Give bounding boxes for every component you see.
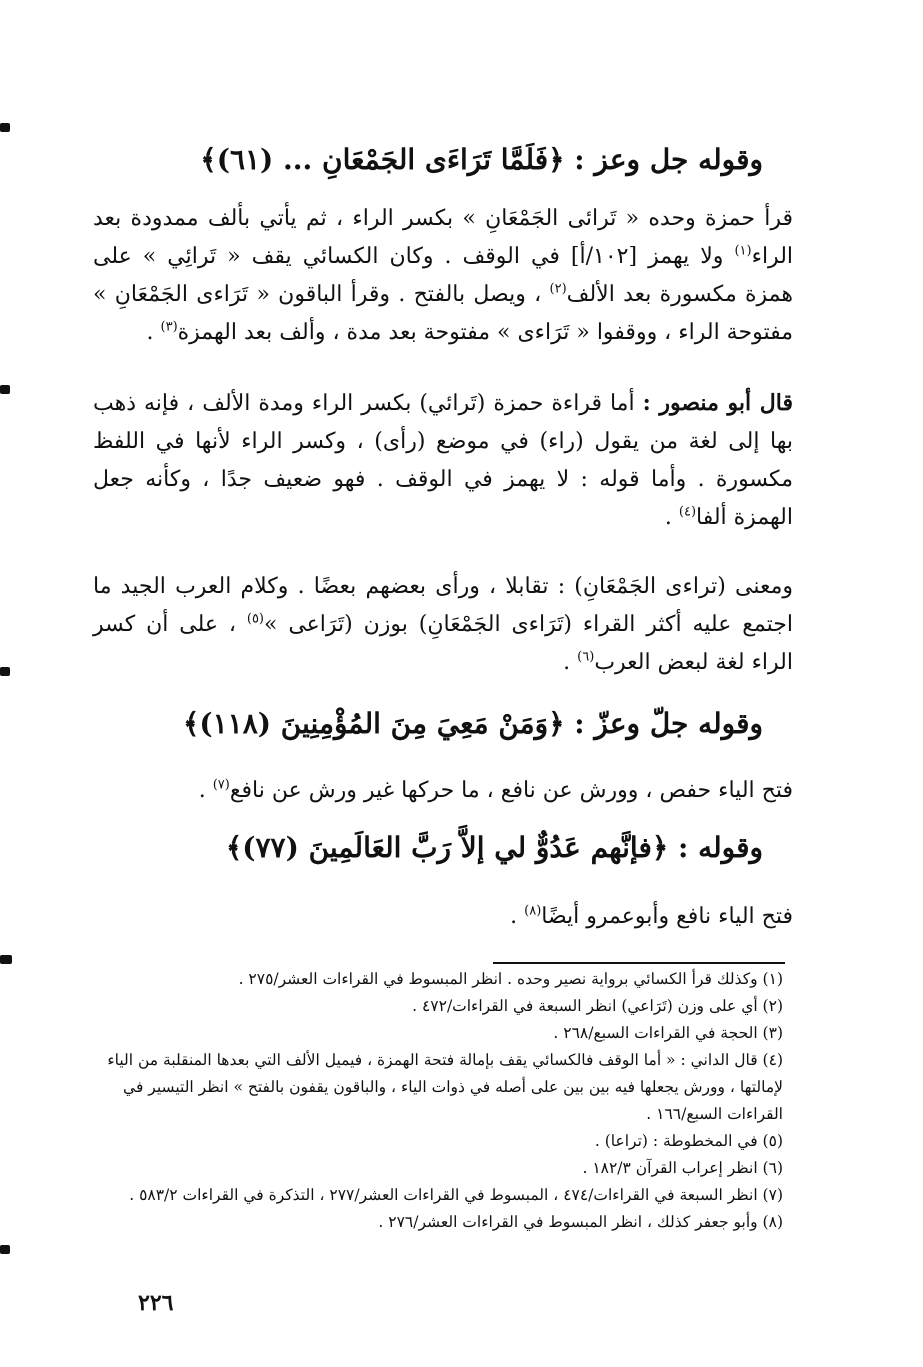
footnote-ref: (١) [734, 243, 752, 259]
footnote-ref: (٥) [246, 611, 264, 627]
footnote-ref: (٣) [160, 319, 178, 335]
footnote-5: (٥) في المخطوطة : (تراعا) . [594, 1132, 783, 1150]
margin-mark [0, 123, 10, 132]
paragraph-meaning: ومعنى (تراءى الجَمْعَانِ) : تقابلا ، ورأى بعضهم بعضًا . وكلام العرب الجيد ما اجتمع عليه أكثر القراء (تَرَاءى الجَمْعَانِ) بوزن (تَرَاعى »$^{(٥)}$ ، على أن كسر الراء لغة لبعض العرب$^{(٦)}$ . [93, 574, 793, 675]
paragraph-qiraat-1: قرأ حمزة وحده « تَرائى الجَمْعَانِ » بكسر الراء ، ثم يأتي بألف ممدودة بعد الراء$^{(١)}$ ولا يهمز [١٠٢/أ] في الوقف . وكان الكسائي يقف « تَرائِي » على همزة مكسورة بعد الألف$^{(٢)}$ ، ويصل بالفتح . وقرأ الباقون « تَرَاءى الجَمْعَانِ » مفتوحة الراء ، ووقفوا « تَرَاءى » مفتوحة بعد مدة ، وألف بعد الهمزة$^{(٣)}$ . [93, 206, 794, 345]
footnote-8: (٨) وأبو جعفر كذلك ، انظر المبسوط في القراءات العشر/٢٧٦ . [378, 1213, 783, 1231]
footnote-1: (١) وكذلك قرأ الكسائي برواية نصير وحده . انظر المبسوط في القراءات العشر/٢٧٥ . [238, 970, 783, 988]
footnote-ref: (٢) [549, 281, 567, 297]
speaker-label: قال أبو منصور : [642, 390, 794, 416]
footnote-4: (٤) قال الداني : « أما الوقف فالكسائي يقف بإمالة فتحة الهمزة ، فيميل الألف التي بعدها المنقلبة من الياء لإمالتها ، وورش يجعلها فيه بين بين على أصله في ذوات الياء ، والباقون يقفون بالفتح » انظر التيسير في القراءات السبع/١٦٦ . [107, 1051, 783, 1123]
footnote-ref: (٦) [577, 649, 595, 665]
verse-heading-61: وقوله جل وعز : ﴿فَلَمَّا تَرَاءَى الجَمْعَانِ ... (٦١)﴾ [200, 143, 763, 176]
footnote-7: (٧) انظر السبعة في القراءات/٤٧٤ ، المبسوط في القراءات العشر/٢٧٧ ، التذكرة في القراءات ٥٨٣/٢ . [129, 1186, 783, 1204]
margin-mark [0, 955, 12, 964]
verse-heading-77: وقوله : ﴿فإنَّهم عَدُوٌّ لي إلاَّ رَبَّ العَالَمِينَ (٧٧)﴾ [225, 831, 763, 864]
paragraph-abu-mansur: قال أبو منصور : أما قراءة حمزة (تَرائي) بكسر الراء ومدة الألف ، فإنه ذهب بها إلى لغة من يقول (راء) في موضع (رأى) ، وكسر الراء لأنها في اللفظ مكسورة . وأما قوله : لا يهمز في الوقف . فهو ضعيف جدًا ، وكأنه جعل الهمزة ألفا$^{(٤)}$ . [93, 390, 794, 530]
verse-heading-118: وقوله جلّ وعزّ : ﴿وَمَنْ مَعِيَ مِنَ المُؤْمِنِينَ (١١٨)﴾ [182, 707, 763, 740]
margin-mark [0, 1245, 10, 1254]
footnote-ref: (٨) [524, 903, 542, 919]
margin-mark [0, 667, 10, 676]
footnote-divider [493, 962, 785, 964]
footnote-ref: (٤) [678, 504, 697, 520]
footnote-2: (٢) أي على وزن (تَرَاعي) انظر السبعة في القراءات/٤٧٢ . [412, 997, 783, 1015]
footnote-3: (٣) الحجة في القراءات السبع/٢٦٨ . [553, 1024, 783, 1042]
page-number: ٢٢٦ [138, 1290, 174, 1316]
margin-mark [0, 385, 10, 394]
footnote-ref: (٧) [212, 777, 230, 793]
footnotes [93, 966, 783, 1236]
paragraph-77: فتح الياء نافع وأبوعمرو أيضًا$^{(٨)}$ . [510, 903, 793, 929]
footnote-6: (٦) انظر إعراب القرآن ١٨٢/٣ . [582, 1159, 783, 1177]
paragraph-118: فتح الياء حفص ، وورش عن نافع ، ما حركها غير ورش عن نافع$^{(٧)}$ . [198, 777, 793, 803]
